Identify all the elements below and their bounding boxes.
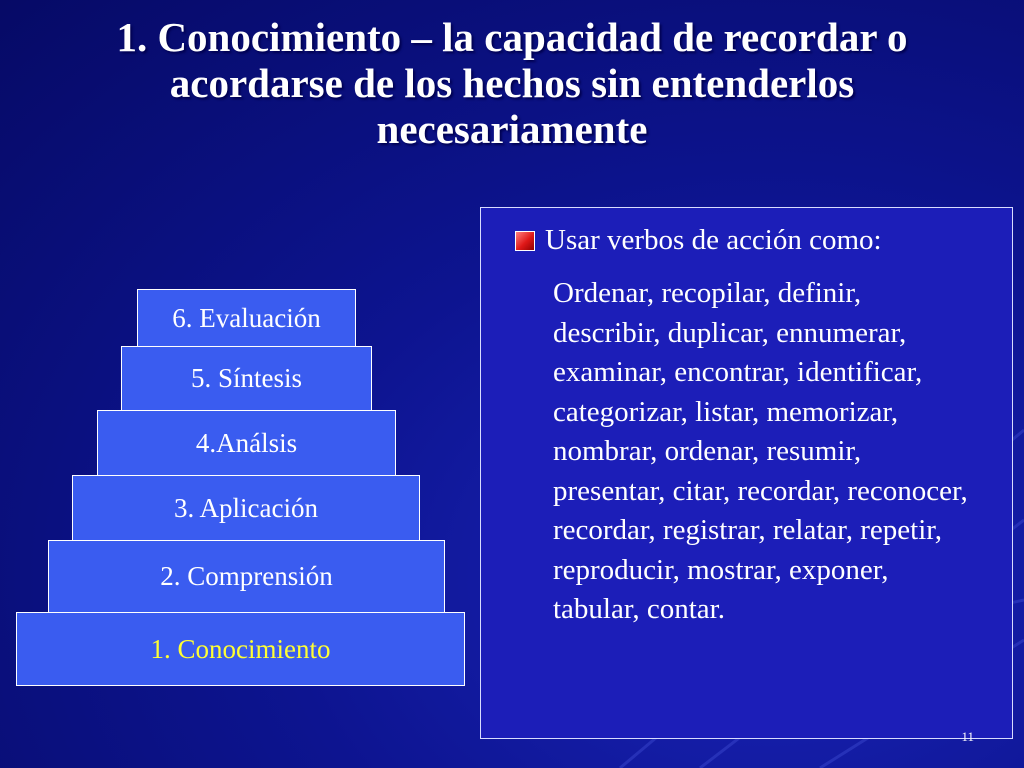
- pyramid-level-aplicacion: 3. Aplicación: [72, 475, 420, 541]
- bullet-row: [515, 224, 882, 257]
- pyramid-level-sintesis: 5. Síntesis: [121, 346, 372, 411]
- pyramid-level-conocimiento: 1. Conocimiento: [16, 612, 465, 686]
- pyramid-level-evaluacion: 6. Evaluación: [137, 289, 356, 347]
- slide-number: 11: [961, 729, 974, 744]
- verbs-list: Ordenar, recopilar, definir, describir, duplicar, ennumerar, examinar, encontrar, identificar, categorizar, listar, memorizar, nombrar, ordenar, resumir, presentar, citar, recordar, reconocer, recordar, registrar, relatar, repetir, reproducir, mostrar, exponer, tabular, contar.: [553, 277, 968, 625]
- bullet-label: Usar verbos de acción como:: [545, 224, 882, 256]
- verbs-panel: [480, 207, 1013, 739]
- pyramid-level-comprension: 2. Comprensión: [48, 540, 445, 613]
- pyramid-level-analisis: 4.Análsis: [97, 410, 396, 476]
- slide-title: 1. Conocimiento – la capacidad de recordar o acordarse de los hechos sin entenderlos necesariamente: [116, 14, 908, 152]
- bullet-square-icon: [515, 231, 535, 251]
